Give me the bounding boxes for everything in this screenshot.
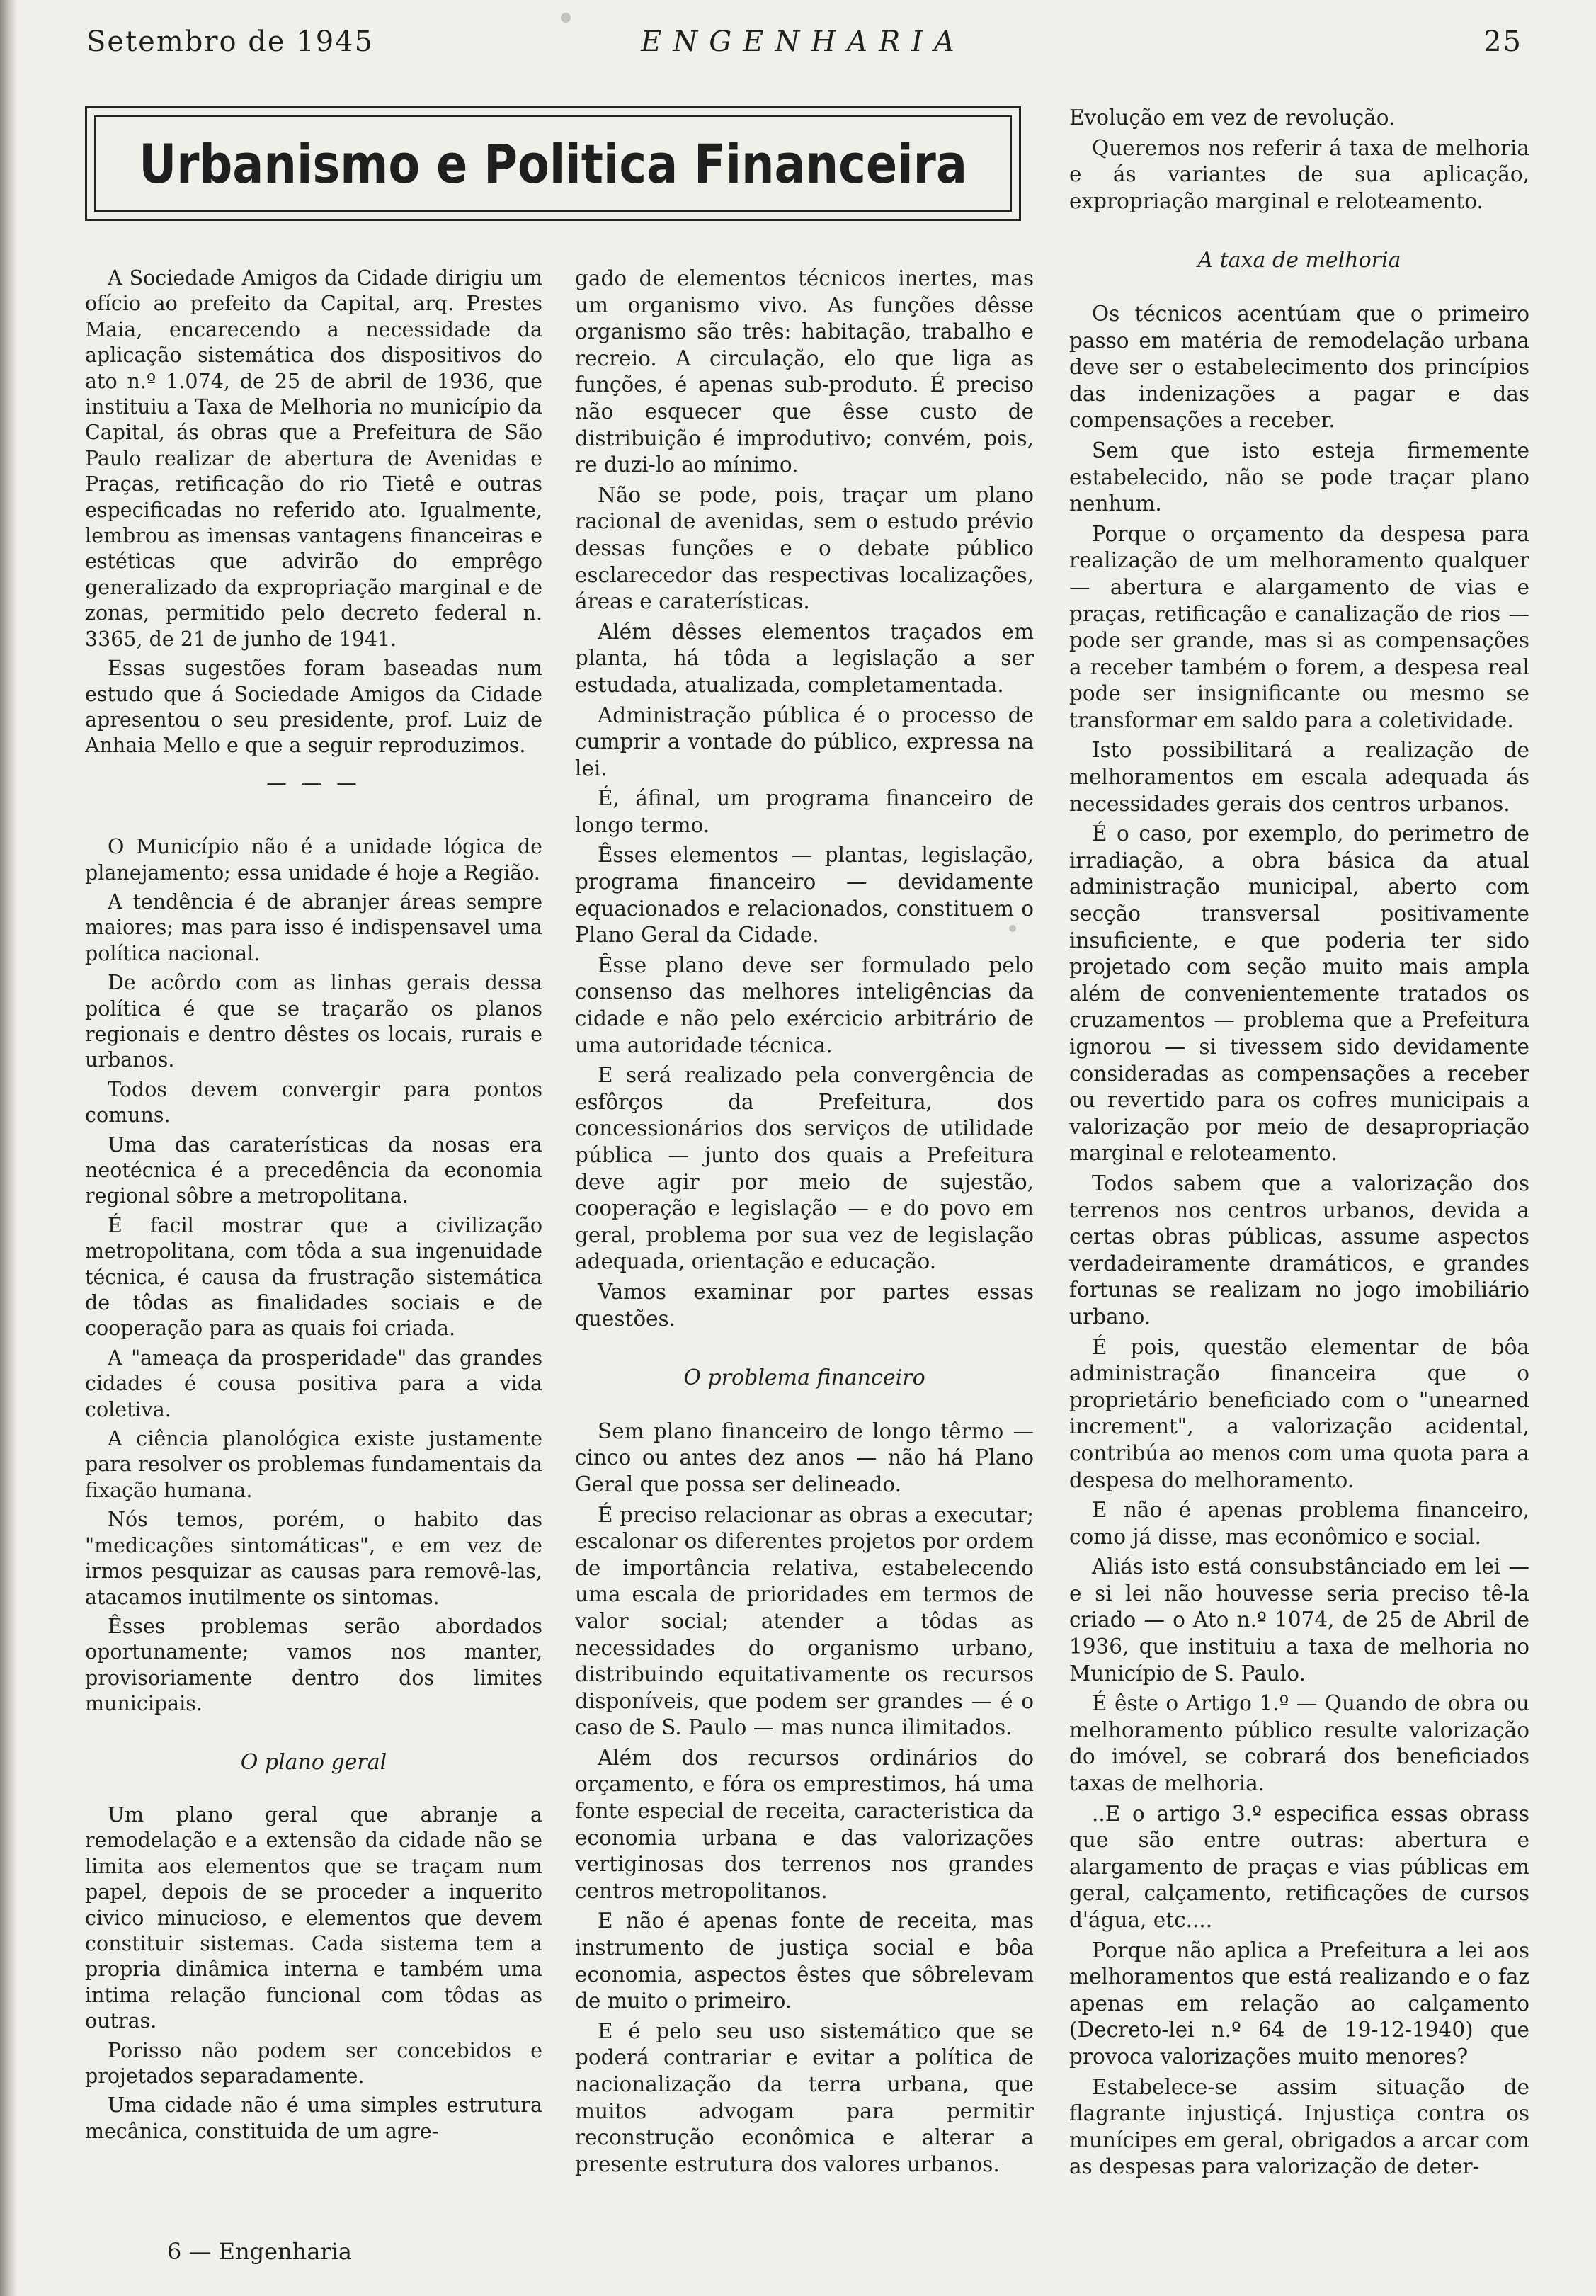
page-binding-edge: [0, 0, 17, 2296]
paragraph: Porisso não podem ser concebidos e projetados separadamente.: [85, 2038, 542, 2088]
paragraph: Não se pode, pois, traçar um plano racional de avenidas, sem o estudo prévio dessas funções e o debate público esclarecedor das respectivas localizações, áreas e caraterísticas.: [575, 482, 1034, 614]
paragraph: A ciência planológica existe justamente para resolver os problemas fundamentais da fixação humana.: [85, 1427, 542, 1502]
paragraph: Queremos nos referir á taxa de melhoria e ás variantes de sua aplicação, expropriação marginal e reloteamento.: [1069, 135, 1529, 213]
page-footer: 6 — Engenharia: [167, 2238, 352, 2265]
paragraph: E será realizado pela convergência de esfôrços da Prefeitura, dos concessionários dos serviços de utilidade pública — junto dos quais a Prefeitura deve agir por meio de sujestão, cooperação e legislação — e do povo em geral, problema por sua vez de legislação adequada, orientação e educação.: [575, 1063, 1034, 1274]
paragraph: Uma cidade não é uma simples estrutura mecânica, constituida de um agre-: [85, 2093, 542, 2143]
paragraph: É preciso relacionar as obras a executar; escalonar os diferentes projetos por ordem de importância relativa, estabelecendo uma escala de prioridades em termos de valor social; atender a tôdas as necessidades do organismo urbano, distribuindo equitativamente os recursos disponíveis, que podem ser grandes — é o caso de S. Paulo — mas nunca ilimitados.: [575, 1502, 1034, 1740]
paragraph-continued: Evolução em vez de revolução.: [1069, 106, 1396, 130]
paragraph: E não é apenas fonte de receita, mas instrumento de justiça social e bôa economia, aspectos êstes que sôbrelevam de muito o primeiro.: [575, 1909, 1034, 2013]
paragraph: ..E o artigo 3.º especifica essas obrass que são entre outras: abertura e alargamento de praças e vias públicas em geral, calçamento, retificações de cursos d'água, etc....: [1069, 1801, 1529, 1932]
print-speck: [561, 13, 571, 23]
paragraph: Porque o orçamento da despesa para realização de um melhoramento qualquer — abertura e alargamento de vias e praças, retificação e canalização de rios — pode ser grande, mas si as compensações a receber também o forem, a despesa real pode ser insignificante ou mesmo se transformar em saldo para a coletividade.: [1069, 521, 1529, 732]
paragraph: Estabelece-se assim situação de flagrante injustiçá. Injustiça contra os munícipes em geral, obrigados a arcar com as despesas para valorização de deter-: [1069, 2074, 1529, 2179]
section-separator: — — —: [266, 771, 361, 795]
paragraph: A tendência é de abranjer áreas sempre maiores; mas para isso é indispensavel uma política nacional.: [85, 890, 542, 965]
paragraph: É, áfinal, um programa financeiro de longo termo.: [575, 786, 1034, 837]
column-3: [1069, 105, 1529, 2184]
paragraph: Todos devem convergir para pontos comuns.: [85, 1077, 542, 1127]
paragraph-continued: gado de elementos técnicos inertes, mas um organismo vivo. As funções dêsse organismo são três: habitação, trabalho e recreio. A circulação, elo que liga as funções, é apenas sub-produto. É preciso não esquecer que êsse custo de distribuição é improdutivo; convém, pois, re duzi-lo ao mínimo.: [575, 266, 1034, 477]
paragraph: Uma das caraterísticas da nosas era neotécnica é a precedência da economia regional sôbre a metropolitana.: [85, 1132, 542, 1208]
paragraph: A "ameaça da prosperidade" das grandes cidades é cousa positiva para a vida coletiva.: [85, 1346, 542, 1421]
paragraph: O Município não é a unidade lógica de planejamento; essa unidade é hoje a Região.: [85, 835, 542, 885]
running-header-journal: ENGENHARIA: [641, 25, 966, 58]
paragraph: É o caso, por exemplo, do perimetro de irradiação, a obra básica da atual administração municipal, aberto com secção transversal positivamente insuficiente, e que poderia ter sido projetado com seção muito mais ampla além de convenientemente tratados os cruzamentos — problema que a Prefeitura ignorou — si tivessem sido devidamente consideradas as compensações a receber ou revertido para os cofres municipais a valorização por meio de desapropriação marginal e reloteamento.: [1069, 822, 1529, 1166]
paragraph: Essas sugestões foram baseadas num estudo que á Sociedade Amigos da Cidade apresentou o seu presidente, prof. Luiz de Anhaia Mello e que a seguir reproduzimos.: [85, 657, 542, 758]
article-title: Urbanismo e Politica Financeira: [139, 132, 967, 195]
paragraph: Além dêsses elementos traçados em planta, há tôda a legislação a ser estudada, atualizada, completamentada.: [575, 619, 1034, 697]
paragraph: Os técnicos acentúam que o primeiro passo em matéria de remodelação urbana deve ser o estabelecimento dos princípios das indenizações a pagar e das compensações a receber.: [1069, 301, 1529, 433]
title-box: [85, 106, 1021, 221]
paragraph: Além dos recursos ordinários do orçamento, e fóra os emprestimos, há uma fonte especial de receita, caracteristica da economia urbana e das valorizações vertiginosas dos terrenos nos grandes centros metropolitanos.: [575, 1745, 1034, 1903]
paragraph: Sem que isto esteja firmemente estabelecido, não se pode traçar plano nenhum.: [1069, 438, 1529, 516]
paragraph: É facil mostrar que a civilização metropolitana, com tôda a sua ingenuidade técnica, é causa da frustração sistemática de tôdas as finalidades sociais e de cooperação para as quais foi criada.: [85, 1213, 542, 1341]
running-header-date: Setembro de 1945: [86, 25, 375, 58]
paragraph: De acôrdo com as linhas gerais dessa política é que se traçarão os planos regionais e dentro dêstes os locais, rurais e urbanos.: [85, 971, 542, 1072]
paragraph: Êsse plano deve ser formulado pelo consenso das melhores inteligências da cidade e não pelo exércicio arbitrário de uma autoridade técnica.: [575, 953, 1034, 1057]
section-heading-taxa-de-melhoria: A taxa de melhoria: [1197, 248, 1401, 273]
title-box-inner: [94, 115, 1012, 212]
paragraph: Todos sabem que a valorização dos terrenos nos centros urbanos, devida a certas obras públicas, assume aspectos verdadeiramente dramáticos, e grandes fortunas se realizam no jogo imobiliário urbano.: [1069, 1171, 1529, 1329]
column-2: [575, 266, 1034, 2181]
paragraph: Vamos examinar por partes essas questões.: [575, 1279, 1034, 1331]
paragraph: Porque não aplica a Prefeitura a lei aos melhoramentos que está realizando e o faz apenas em relação ao calçamento (Decreto-lei n.º 64 de 19-12-1940) que provoca valorizações muito menores?: [1069, 1938, 1529, 2069]
paragraph: Êsses elementos — plantas, legislação, programa financeiro — devidamente equacionados e relacionados, constituem o Plano Geral da Cidade.: [575, 843, 1034, 948]
paragraph: Administração pública é o processo de cumprir a vontade do público, expressa na lei.: [575, 703, 1034, 780]
page-number: 25: [1483, 25, 1522, 58]
paragraph: E não é apenas problema financeiro, como já disse, mas econômico e social.: [1069, 1498, 1529, 1549]
section-heading-problema-financeiro: O problema financeiro: [683, 1365, 925, 1391]
paragraph: A Sociedade Amigos da Cidade dirigiu um ofício ao prefeito da Capital, arq. Prestes Maia, encarecendo a necessidade da aplicação sistemática dos dispositivos do ato n.º 1.074, de 25 de abril de 1936, que instituiu a Taxa de Melhoria no município da Capital, ás obras que a Prefeitura de São Paulo realizar de abertura de Avenidas e Praças, retificação do rio Tietê e outras especificadas no referido ato. Igualmente, lembrou as imensas vantagens financeiras e estéticas que advirão do emprêgo generalizado da expropriação marginal e de zonas, permitido pelo decreto federal n. 3365, de 21 de junho de 1941.: [85, 266, 542, 651]
column-1: [85, 266, 542, 2148]
paragraph: Aliás isto está consubstânciado em lei — e si lei não houvesse seria preciso tê-la criado — o Ato n.º 1074, de 25 de Abril de 1936, que instituiu a taxa de melhoria no Município de S. Paulo.: [1069, 1555, 1529, 1686]
paragraph: Êsses problemas serão abordados oportunamente; vamos nos manter, provisoriamente dentro dos limites municipais.: [85, 1614, 542, 1716]
print-speck: [1009, 925, 1016, 932]
paragraph: Nós temos, porém, o habito das "medicações sintomáticas", e em vez de irmos pesquizar as causas para removê-las, atacamos inutilmente os sintomas.: [85, 1508, 542, 1609]
paragraph: É pois, questão elementar de bôa administração financeira que o proprietário beneficiado com o "unearned increment", a valorização acidental, contribúa ao menos com uma quota para a despesa do melhoramento.: [1069, 1334, 1529, 1492]
section-heading-plano-geral: O plano geral: [240, 1749, 387, 1775]
paragraph: E é pelo seu uso sistemático que se poderá contrariar e evitar a política de nacionalização da terra urbana, que muitos advogam para permitir reconstrução econômica e alterar a presente estrutura dos valores urbanos.: [575, 2018, 1034, 2176]
paragraph: Sem plano financeiro de longo têrmo — cinco ou antes dez anos — não há Plano Geral que possa ser delineado.: [575, 1419, 1034, 1496]
paragraph: É êste o Artigo 1.º — Quando de obra ou melhoramento público resulte valorização do imóvel, se cobrará dos beneficiados taxas de melhoria.: [1069, 1691, 1529, 1796]
paragraph: Um plano geral que abranje a remodelação e a extensão da cidade não se limita aos elementos que se traçam num papel, depois de se proceder a inquerito civico minucioso, e elementos que devem constituir sistemas. Cada sistema tem a propria dinâmica interna e também uma intima relação funcional com tôdas as outras.: [85, 1802, 542, 2033]
paragraph: Isto possibilitará a realização de melhoramentos em escala adequada ás necessidades gerais dos centros urbanos.: [1069, 738, 1529, 816]
